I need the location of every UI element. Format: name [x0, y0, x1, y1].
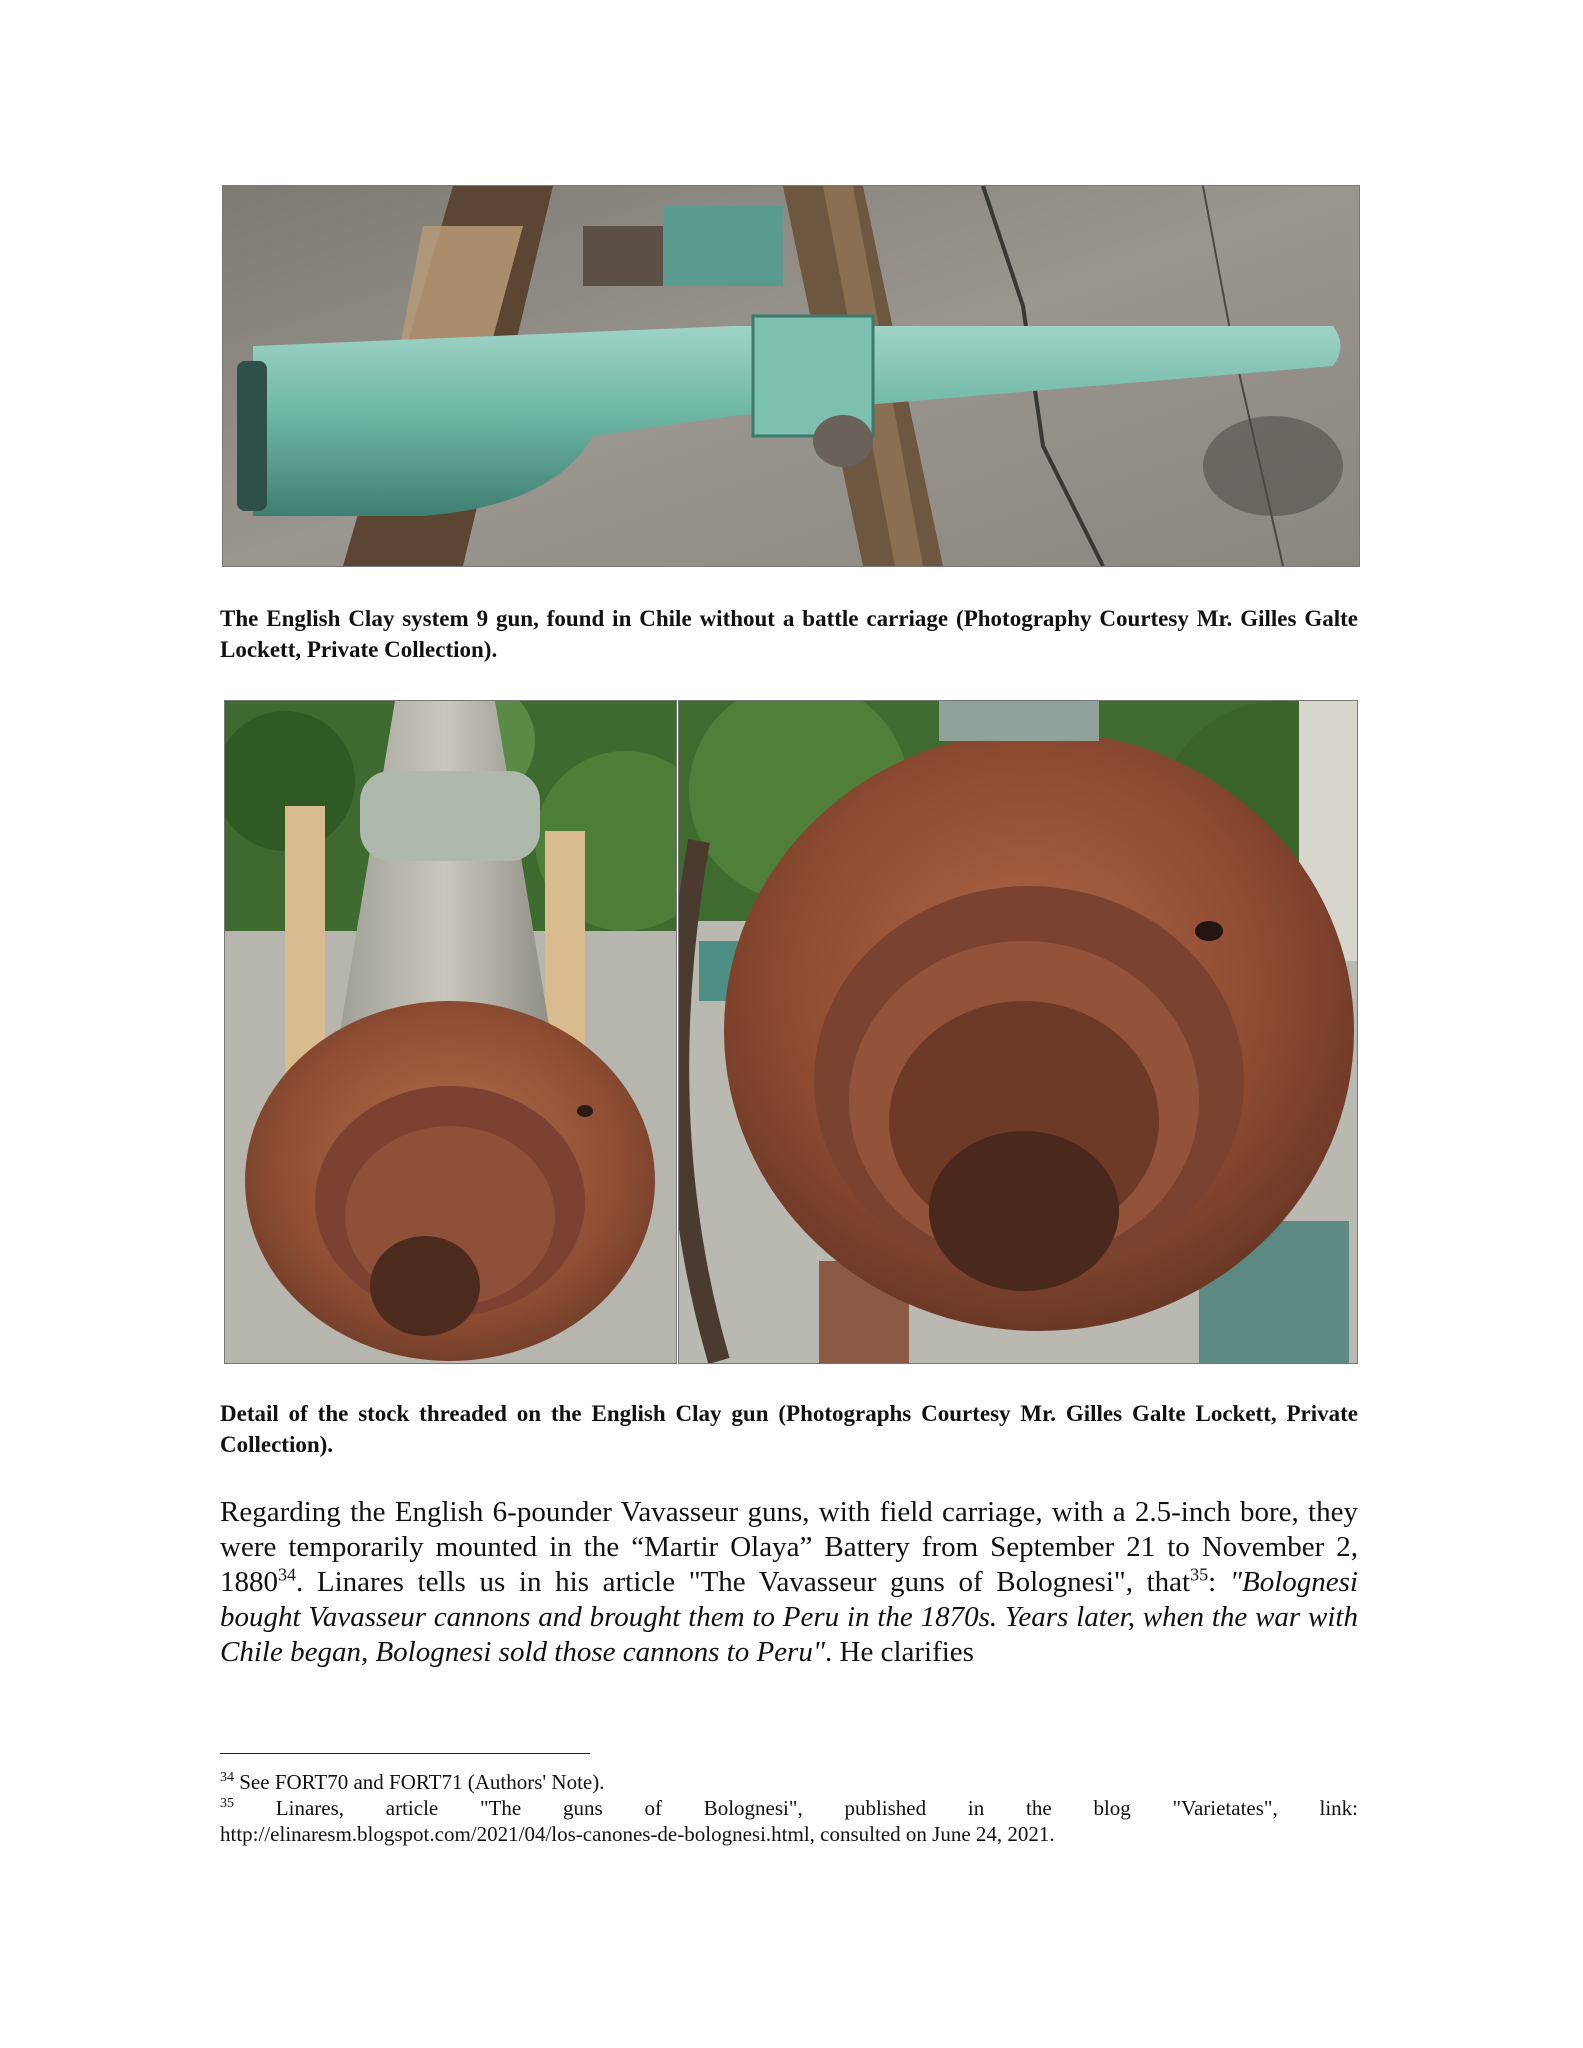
photo-caption: The English Clay system 9 gun, found in Chile without a battle carriage (Photography Courtesy Mr. Gilles Galte Lockett, Private Collection).: [220, 606, 1358, 662]
footnote-ref: 35: [1190, 1564, 1209, 1585]
footnote: [220, 1795, 1358, 1821]
body-text-part: . Linares tells us in his article "The Vavasseur guns of Bolognesi", that: [296, 1566, 1191, 1598]
footnote-continuation: [220, 1821, 1358, 1847]
quotation: "Bolognesi bought Vavasseur cannons and brought them to Peru in the 1870s. Years later, when the war with Chile began, Bolognesi sold those cannons to Peru": [220, 1566, 1358, 1668]
cannon-breech-photo: [224, 700, 677, 1364]
footnote-number: 34: [220, 1770, 234, 1785]
footnote-separator: [220, 1753, 590, 1754]
footnotes: [220, 1769, 1358, 1847]
footnote-text: See FORT70 and FORT71 (Authors' Note).: [239, 1770, 605, 1794]
body-text-part: :: [1208, 1566, 1230, 1598]
footnote-text: Linares, article "The guns of Bolognesi", published in the blog "Varietates", link:: [275, 1796, 1359, 1820]
body-text-part: Regarding the English 6-pounder Vavasseur guns, with field carriage, with a 2.5-inch bore, they were temporarily mounted in the “Martir Olaya” Battery from September 21 to November 2, 1880: [220, 1496, 1358, 1598]
footnote-ref: 34: [278, 1564, 296, 1585]
footnote-number: 35: [220, 1796, 234, 1811]
photo-caption: Detail of the stock threaded on the English Clay gun (Photographs Courtesy Mr. Gilles Galte Lockett, Private Collection).: [220, 1401, 1358, 1457]
threaded-breech-closeup-photo: [678, 700, 1358, 1364]
body-text-part: . He clarifies: [825, 1636, 974, 1668]
body-paragraph: [220, 1495, 1358, 1670]
footnote-link-text: http://elinaresm.blogspot.com/2021/04/los-canones-de-bolognesi.html, consulted on June 24, 2021.: [220, 1822, 1055, 1846]
cannon-barrel-photo: [222, 185, 1360, 567]
footnote: [220, 1769, 1358, 1795]
